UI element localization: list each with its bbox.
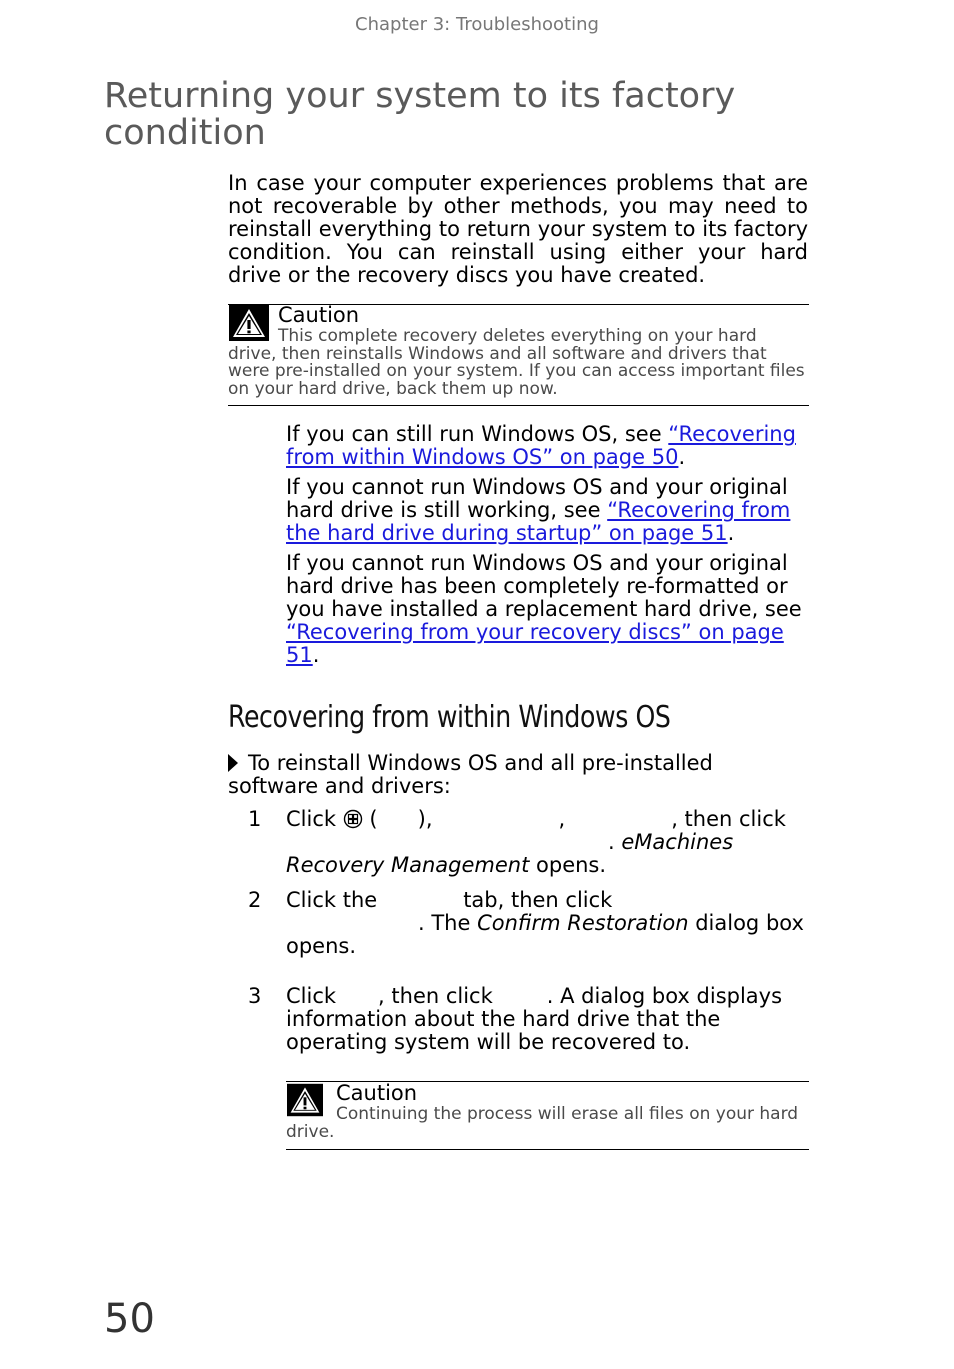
link-recover-discs[interactable]: “Recovering from your recovery discs” on page 51 xyxy=(286,620,784,667)
procedure-heading: To reinstall Windows OS and all pre-installed software and drivers: xyxy=(228,751,713,798)
step-number: 1 xyxy=(248,807,262,831)
step-3: Click , then click . A dialog box displays information about the hard drive that the operating system will be recovered to. xyxy=(286,984,783,1054)
page-number: 50 xyxy=(104,1296,155,1342)
caution-text: Continuing the process will erase all files on your hard drive. xyxy=(286,1104,799,1142)
option-replacement-drive: If you cannot run Windows OS and your original hard drive has been completely re-formatted or you have installed a replacement hard drive, see “Recovering from your recovery discs” on page 51. xyxy=(286,551,802,667)
link-recover-startup[interactable]: “Recovering from the hard drive during startup” on page 51 xyxy=(286,498,791,545)
step-number: 2 xyxy=(248,888,262,912)
step-number: 3 xyxy=(248,984,262,1008)
page-title: Returning your system to its factory condition xyxy=(104,76,736,153)
caution-bottom-rule xyxy=(228,405,809,406)
section-title: Recovering from within Windows OS xyxy=(228,700,671,735)
caution-bottom-rule xyxy=(286,1149,809,1150)
caution-title: Caution xyxy=(336,1081,418,1105)
option-windows-runs: If you can still run Windows OS, see “Recovering from within Windows OS” on page 50. xyxy=(286,422,796,469)
arrow-right-icon xyxy=(228,754,238,772)
caution-text: This complete recovery deletes everything on your hard drive, then reinstalls Windows and all software and drivers that were pre-installed on your system. If you can access important files on your hard drive, back them up now. xyxy=(228,326,805,399)
option-hard-drive-works: If you cannot run Windows OS and your original hard drive is still working, see “Recovering from the hard drive during startup” on page 51. xyxy=(286,475,791,545)
intro-paragraph: In case your computer experiences problems that are not recoverable by other methods, you may need to reinstall everything to return your system to its factory condition. You can reinstall using either your hard drive or the recovery discs you have created. xyxy=(228,171,808,287)
step-1: Click ( ), , , then click . eMachines Recovery Management opens. xyxy=(286,807,786,877)
link-recover-windows[interactable]: “Recovering from within Windows OS” on page 50 xyxy=(286,422,796,469)
windows-start-icon xyxy=(343,809,363,829)
step-2: Click the tab, then click . The Confirm Restoration dialog box opens. xyxy=(286,888,804,958)
chapter-header: Chapter 3: Troubleshooting xyxy=(355,14,599,35)
caution-title: Caution xyxy=(278,303,360,327)
